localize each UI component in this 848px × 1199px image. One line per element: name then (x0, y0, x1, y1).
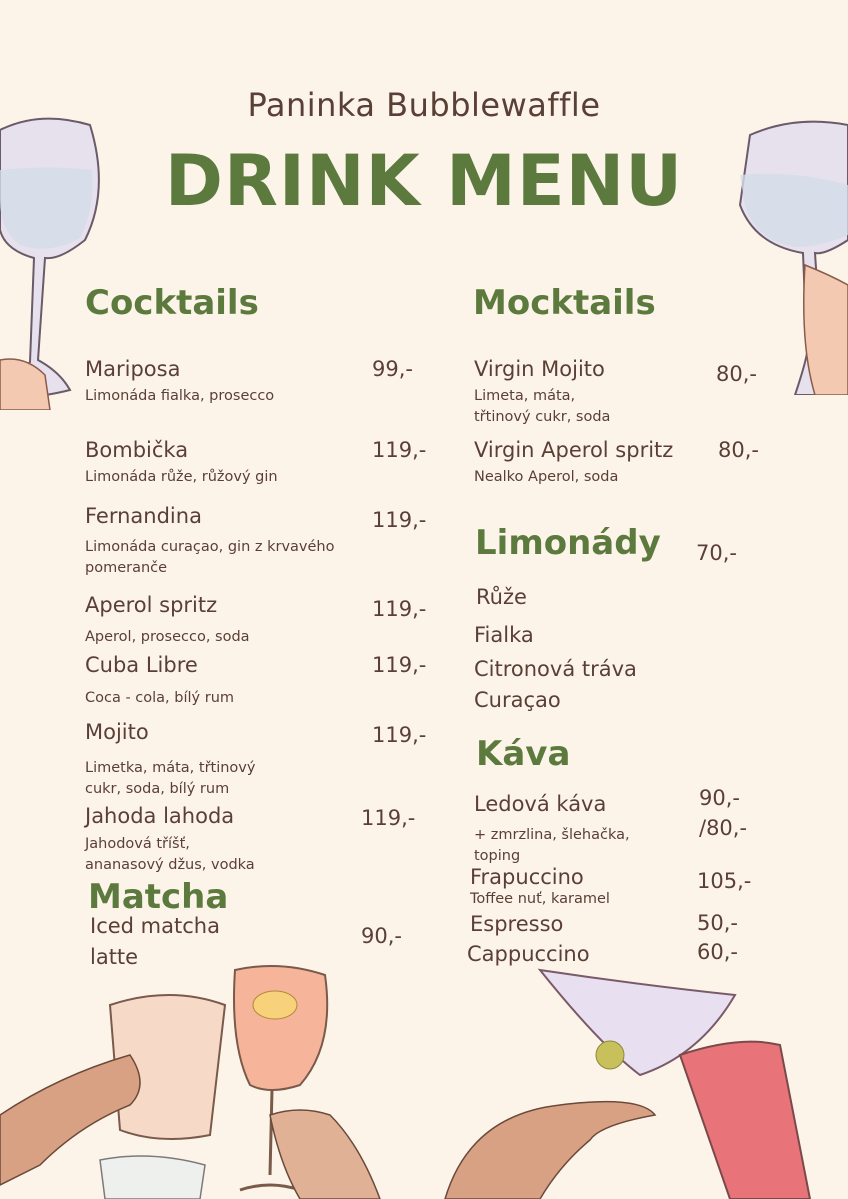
cocktail-desc: Limonáda růže, růžový gin (85, 469, 278, 485)
cocktail-desc: Jahodová tříšť, (85, 836, 190, 852)
restaurant-name: Paninka Bubblewaffle (247, 86, 601, 124)
coffee-price: 60,- (697, 940, 738, 964)
mocktail-name: Virgin Aperol spritz (474, 438, 674, 462)
cocktail-price: 119,- (372, 597, 427, 621)
cocktail-name: Mojito (85, 720, 149, 744)
cocktail-price: 119,- (372, 438, 427, 462)
cocktails-illustration-bottom (0, 965, 848, 1199)
mocktail-name: Virgin Mojito (474, 357, 605, 381)
limonada-flavor: Fialka (474, 623, 534, 647)
cocktail-name: Aperol spritz (85, 593, 218, 617)
cocktail-price: 119,- (372, 723, 427, 747)
coffee-name: Frapuccino (470, 865, 584, 889)
coffee-price-alt: /80,- (699, 816, 748, 840)
cocktail-desc-cont: ananasový džus, vodka (85, 857, 255, 873)
cocktail-desc: Limonáda curaçao, gin z krvavého (85, 539, 335, 555)
cocktail-price: 119,- (361, 806, 416, 830)
matcha-heading: Matcha (88, 877, 229, 917)
mocktail-price: 80,- (718, 438, 759, 462)
coffee-price: 105,- (697, 869, 752, 893)
cocktail-name: Jahoda lahoda (85, 804, 235, 828)
coffee-name: Ledová káva (474, 792, 607, 816)
cocktail-name: Fernandina (85, 504, 202, 528)
cocktail-name: Bombička (85, 438, 189, 462)
coffee-desc: Toffee nuť, karamel (470, 891, 610, 907)
coffee-price: 50,- (697, 911, 738, 935)
coffee-price: 90,- (699, 786, 740, 810)
cocktail-desc: Limetka, máta, třtinový (85, 760, 256, 776)
limonada-flavor: Růže (476, 585, 527, 609)
mocktail-price: 80,- (716, 362, 757, 386)
matcha-price: 90,- (361, 924, 402, 948)
coffee-desc-cont: toping (474, 848, 521, 864)
limonady-price: 70,- (696, 541, 737, 565)
cocktail-desc: Aperol, prosecco, soda (85, 629, 250, 645)
cocktail-price: 99,- (372, 357, 413, 381)
cocktail-price: 119,- (372, 653, 427, 677)
cocktail-name: Cuba Libre (85, 653, 198, 677)
mocktail-desc: Nealko Aperol, soda (474, 469, 619, 485)
coffee-name: Espresso (470, 912, 564, 936)
cocktail-price: 119,- (372, 508, 427, 532)
cocktail-desc: Coca - cola, bílý rum (85, 690, 235, 706)
matcha-item-cont: latte (90, 945, 139, 969)
limonada-flavor: Citronová tráva (474, 657, 637, 681)
cocktail-desc-cont: cukr, soda, bílý rum (85, 781, 230, 797)
limonada-flavor: Curaçao (474, 688, 561, 712)
kava-heading: Káva (476, 734, 571, 774)
page-title: DRINK MENU (164, 140, 684, 222)
cocktail-desc-cont: pomeranče (85, 560, 168, 576)
coffee-name: Cappuccino (467, 942, 590, 966)
cocktail-desc: Limonáda fialka, prosecco (85, 388, 275, 404)
mocktails-heading: Mocktails (473, 283, 656, 323)
limonady-heading: Limonády (475, 523, 661, 563)
cocktails-heading: Cocktails (85, 283, 259, 323)
coffee-desc: + zmrzlina, šlehačka, (474, 827, 630, 843)
mocktail-desc-cont: třtinový cukr, soda (474, 409, 611, 425)
cocktail-name: Mariposa (85, 357, 181, 381)
mocktail-desc: Limeta, máta, (474, 388, 576, 404)
matcha-item: Iced matcha (90, 914, 220, 938)
